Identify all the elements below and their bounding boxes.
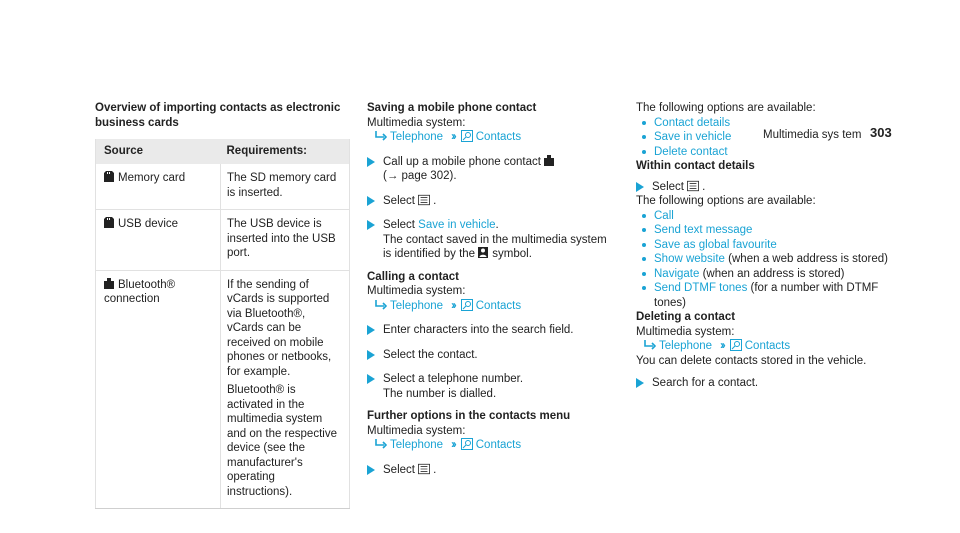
step-arrow-icon: [367, 350, 375, 360]
return-arrow-icon: [644, 339, 656, 351]
import-sources-table: [95, 139, 350, 509]
column-2: [367, 101, 612, 477]
step-arrow-icon: [367, 325, 375, 335]
table-title: Overview of importing contacts as electronic business cards: [95, 102, 341, 129]
step-item: Select .: [367, 194, 612, 209]
table-header-row: [96, 139, 350, 164]
step-item: Select a telephone number. The number is dialled.: [367, 372, 612, 401]
section-title: Calling a contact: [367, 270, 460, 283]
path-contacts: Contacts: [475, 439, 522, 451]
option-item-delete-contact: Delete contact: [636, 145, 891, 160]
option-item: Navigate (when an address is stored): [636, 267, 891, 282]
phone-icon: [104, 278, 114, 289]
step-arrow-icon: [367, 196, 375, 206]
table-row: [96, 164, 350, 210]
column-3: [636, 101, 891, 391]
phone-icon: [544, 155, 554, 166]
source-label: Bluetooth® connection: [104, 278, 176, 305]
chevron-double-icon: ››: [720, 340, 724, 352]
column-1: [95, 101, 350, 509]
path-telephone: Telephone: [390, 131, 444, 143]
menu-icon: [687, 180, 699, 192]
step-arrow-icon: [367, 157, 375, 167]
option-item: Send DTMF tones (for a number with DTMF tones): [636, 281, 891, 310]
chevron-double-icon: ››: [451, 439, 455, 451]
search-icon: [730, 339, 742, 351]
option-item: Send text message: [636, 223, 891, 238]
section-title: Deleting a contact: [636, 311, 736, 323]
save-in-vehicle-link: Save in vehicle: [418, 219, 496, 231]
option-item-save-in-vehicle: Save in vehicle: [636, 130, 891, 145]
option-item: Save as global favourite: [636, 238, 891, 253]
sd-card-icon: [104, 171, 114, 182]
options-intro: The following options are available:: [636, 102, 816, 114]
chevron-double-icon: ››: [451, 131, 455, 143]
path-contacts: Contacts: [475, 299, 522, 312]
chevron-double-icon: ››: [451, 299, 455, 312]
page-number: 303: [870, 125, 892, 140]
step-arrow-icon: [367, 465, 375, 475]
search-icon: [461, 130, 473, 142]
step-item: Call up a mobile phone contact (→ page 302).: [367, 155, 612, 184]
table-cell-source: [96, 164, 221, 210]
subsection-title: Within contact details: [636, 160, 755, 172]
table-head-source: Source: [96, 139, 221, 164]
requirement-text: If the sending of vCards is supported via Bluetooth®, vCards can be received on mobile phones or netbooks, for example.: [227, 278, 332, 378]
search-icon: [461, 299, 473, 311]
return-arrow-icon: [375, 130, 387, 142]
path-telephone: Telephone: [659, 340, 713, 352]
section-intro: Multimedia system:: [367, 424, 466, 437]
return-arrow-icon: [375, 299, 387, 311]
option-item: Show website (when a web address is stored): [636, 252, 891, 267]
step-arrow-icon: [367, 374, 375, 384]
menu-path: [636, 339, 891, 354]
table-row: [96, 270, 350, 509]
table-head-requirements: Requirements:: [221, 139, 350, 164]
requirement-text: Bluetooth® is activated in the multimedia system and on the respective device (see the manufacturer's operating instructions).: [227, 384, 337, 498]
step-item: Select Save in vehicle. The contact saved in the multimedia system is identified by the symbol.: [367, 218, 612, 262]
step-item: Enter characters into the search field.: [367, 323, 612, 338]
menu-path: [367, 438, 612, 453]
running-header-title: Multimedia sys tem: [763, 129, 862, 141]
step-item: Select .: [636, 180, 891, 195]
path-telephone: Telephone: [390, 439, 444, 451]
source-label: Memory card: [118, 172, 186, 184]
step-arrow-icon: [636, 378, 644, 388]
search-icon: [461, 438, 473, 450]
source-label: USB device: [118, 218, 179, 230]
section-intro: Multimedia system:: [636, 325, 735, 338]
menu-path: [367, 299, 612, 314]
menu-icon: [418, 463, 430, 475]
options-intro: The following options are available:: [636, 195, 816, 207]
table-cell-source: [96, 270, 221, 509]
section-intro: Multimedia system:: [367, 116, 466, 129]
table-row: [96, 210, 350, 271]
step-item: Select the contact.: [367, 348, 612, 363]
step-arrow-icon: [367, 220, 375, 230]
path-contacts: Contacts: [744, 340, 791, 352]
menu-icon: [418, 194, 430, 206]
option-item: Call: [636, 209, 891, 224]
menu-path: [367, 130, 612, 145]
step-item: Select .: [367, 463, 612, 478]
step-item: Search for a contact.: [636, 376, 891, 391]
delete-note: You can delete contacts stored in the vehicle.: [636, 354, 867, 367]
table-cell-requirement: The SD memory card is inserted.: [221, 164, 350, 210]
option-item-contact-details: Contact details: [636, 116, 891, 131]
table-cell-requirement: The USB device is inserted into the USB port.: [221, 210, 350, 271]
path-telephone: Telephone: [390, 299, 444, 312]
step-arrow-icon: [636, 182, 644, 192]
usb-icon: [104, 217, 114, 228]
table-cell-requirement: [221, 270, 350, 509]
section-title: Saving a mobile phone contact: [367, 102, 537, 114]
path-contacts: Contacts: [475, 131, 522, 143]
section-title: Further options in the contacts menu: [367, 410, 571, 422]
section-intro: Multimedia system:: [367, 285, 466, 297]
return-arrow-icon: [375, 438, 387, 450]
table-cell-source: [96, 210, 221, 271]
person-icon: [478, 247, 488, 258]
